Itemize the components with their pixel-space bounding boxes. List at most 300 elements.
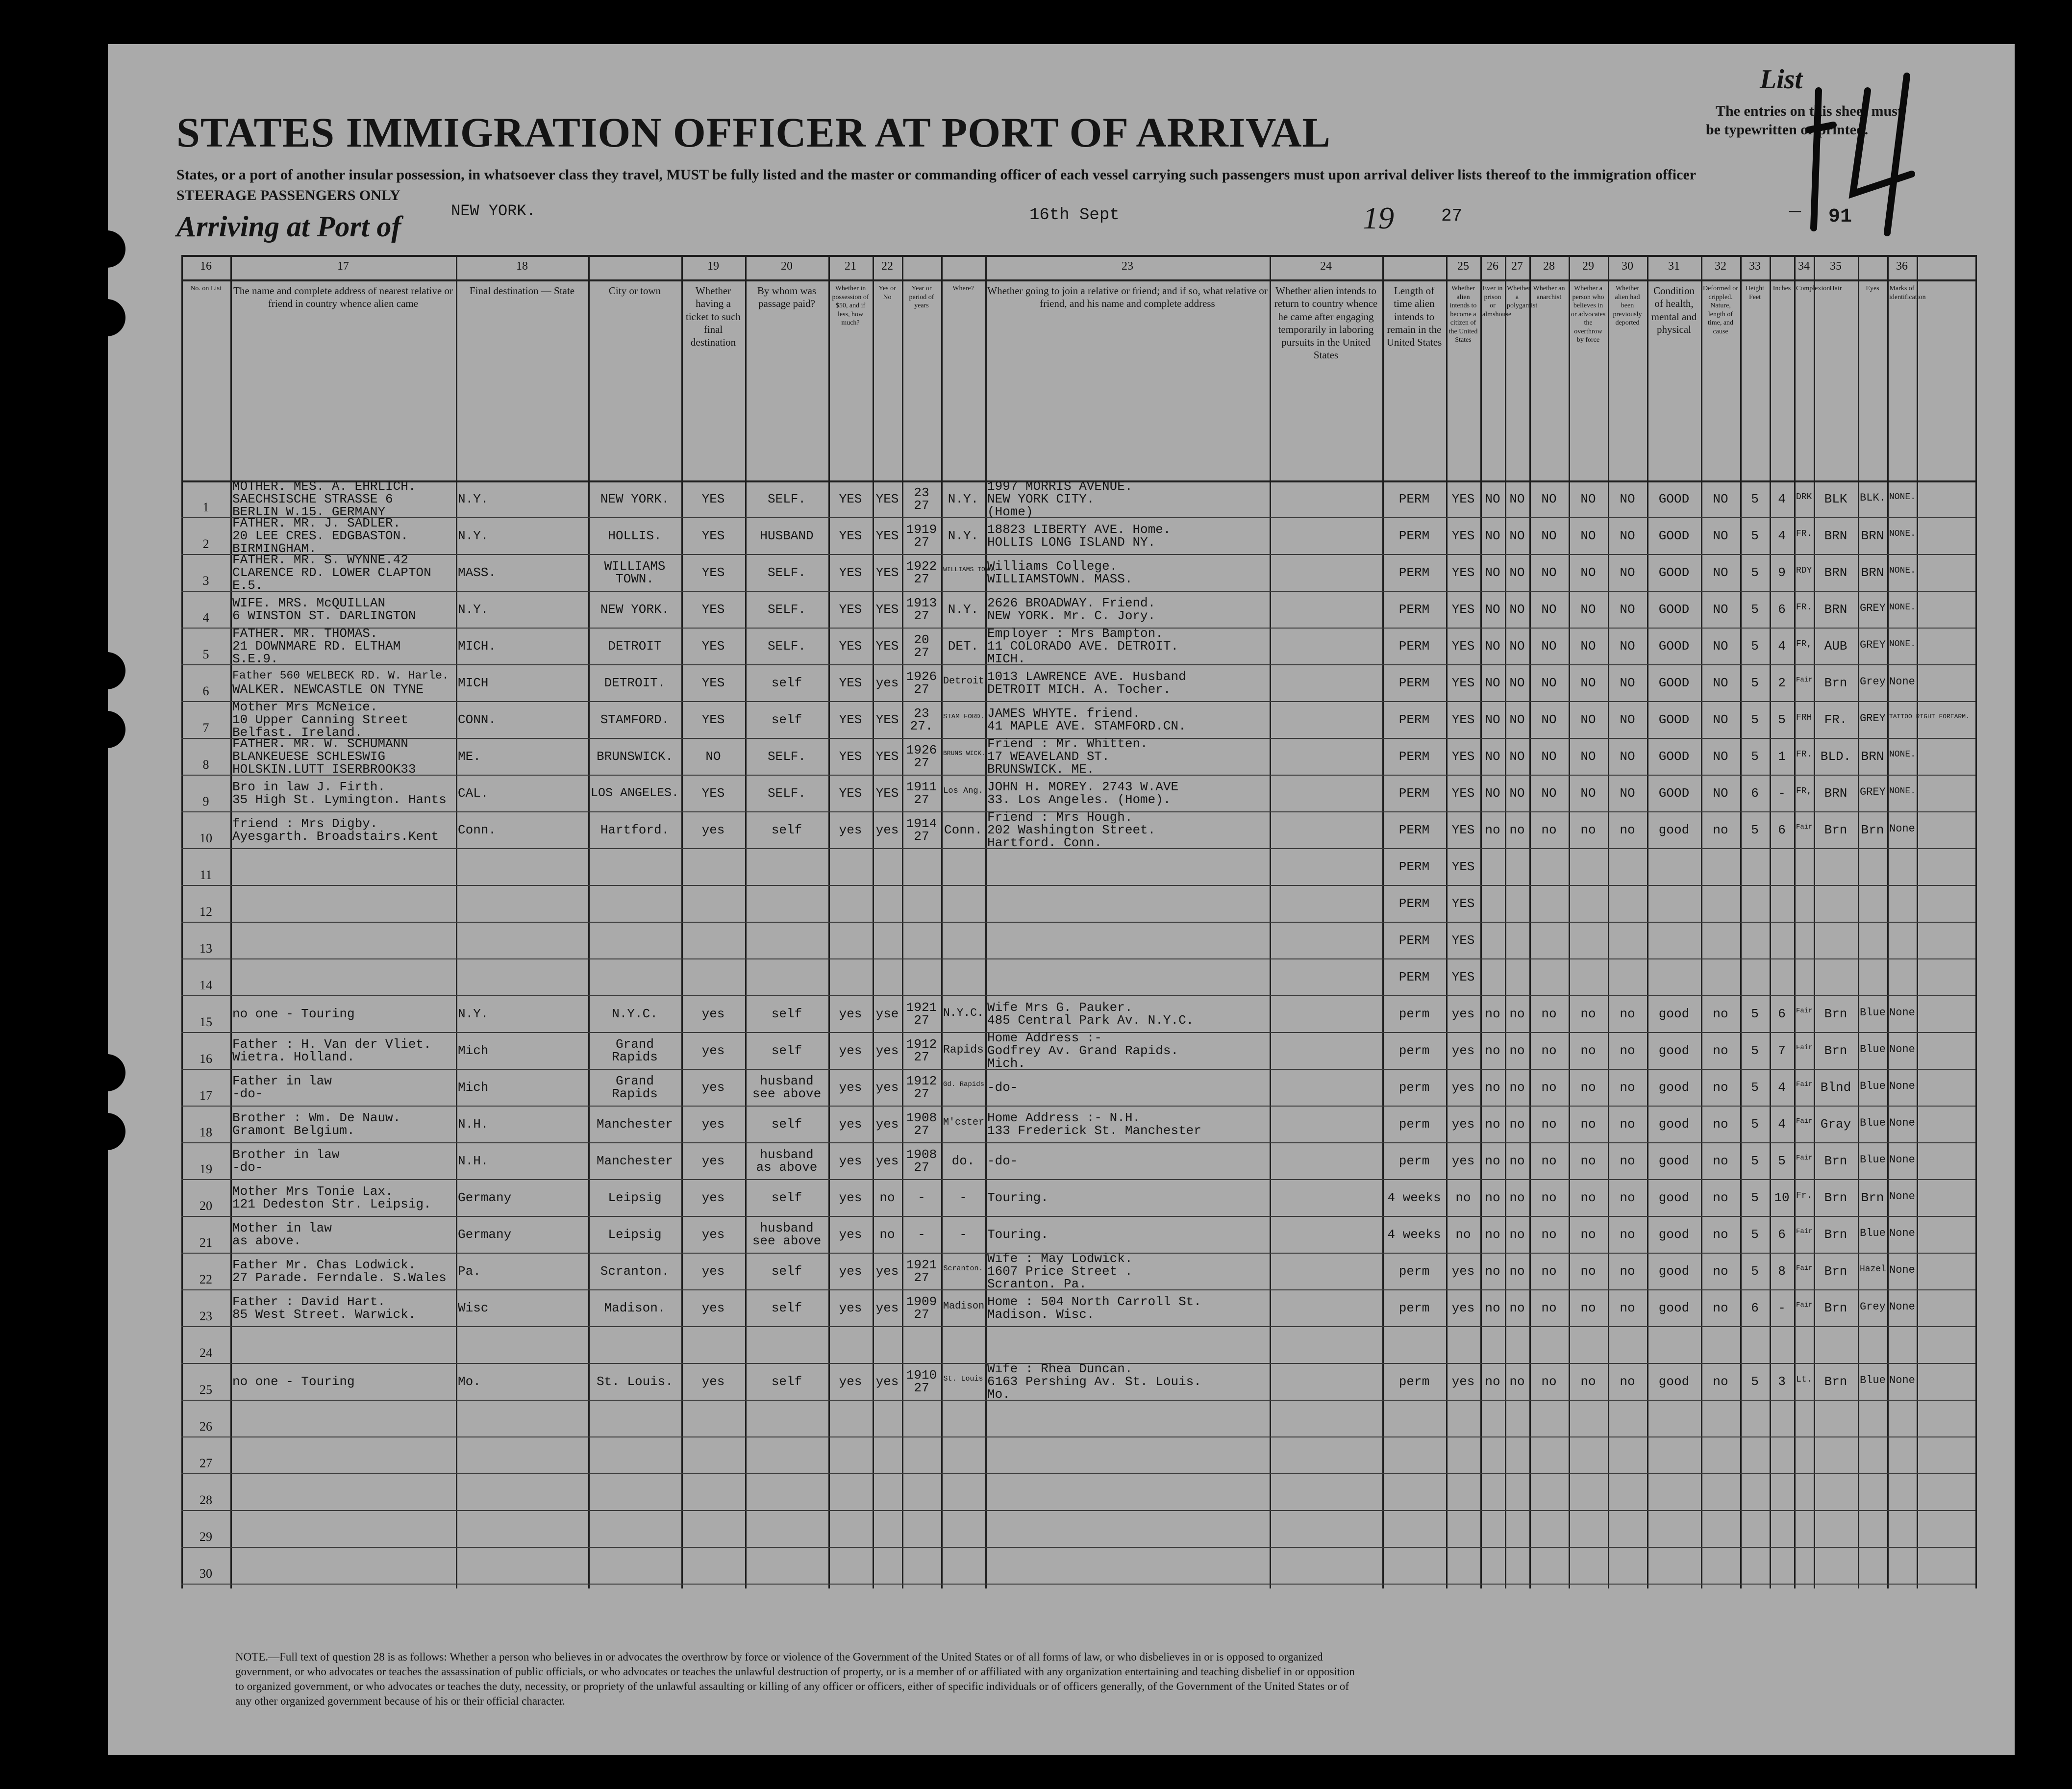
- cell-f30: no: [1620, 822, 1635, 837]
- typewritten-note-2: be typewritten or printed.: [1706, 122, 1869, 138]
- cell-city: Leipsig: [608, 1227, 662, 1242]
- cell-f27: no: [1509, 1153, 1525, 1168]
- cell-hair: Brn: [1824, 675, 1847, 690]
- cell-yn: YES: [875, 785, 899, 801]
- cell-f30: no: [1620, 1006, 1635, 1021]
- cell-rel: MOTHER. MES. A. EHRLICH.: [232, 479, 416, 494]
- row-number: 22: [200, 1272, 212, 1286]
- cell-ticket: yes: [701, 1190, 725, 1205]
- cell-marks: None: [1889, 1043, 1915, 1056]
- cell-f30: no: [1620, 1374, 1635, 1389]
- cell-hair: Brn: [1824, 1227, 1847, 1242]
- cell-rel: Mother in law: [232, 1220, 332, 1235]
- cell-join: HOLLIS LONG ISLAND NY.: [987, 534, 1156, 550]
- cell-st: N.Y.: [458, 602, 489, 617]
- cell-len: PERM: [1398, 712, 1430, 727]
- cell-deform: no: [1713, 1043, 1728, 1058]
- cell-rel: Father : H. Van der Vliet.: [232, 1036, 431, 1052]
- cell-m50: yes: [839, 1227, 862, 1242]
- cell-eyes: Hazel: [1860, 1264, 1887, 1274]
- cell-inch: 4: [1778, 638, 1786, 654]
- cell-yn: YES: [875, 638, 899, 654]
- cell-inch: 6: [1778, 1227, 1786, 1242]
- row-rule: [181, 885, 1975, 886]
- cell-f30: no: [1620, 1190, 1635, 1205]
- cell-f29: no: [1580, 822, 1596, 837]
- cell-paid: self: [771, 1300, 802, 1315]
- cell-join: -do-: [987, 1080, 1018, 1095]
- cell-m50: YES: [839, 602, 862, 617]
- cell-cit: yes: [1451, 1374, 1475, 1389]
- cell-deform: NO: [1713, 675, 1728, 690]
- cell-rel: S.E.9.: [232, 651, 278, 666]
- cell-paid: SELF.: [767, 749, 806, 764]
- cell-rel: Father Mr. Chas Lodwick.: [232, 1257, 416, 1272]
- cell-yn: YES: [875, 528, 899, 543]
- cell-hair: BRN: [1824, 528, 1847, 543]
- column-header: Marks of identification: [1889, 285, 1926, 301]
- header-rule: [181, 279, 1975, 281]
- column-header: Hair: [1829, 285, 1842, 292]
- row-number: 11: [200, 868, 212, 882]
- cell-inch: 8: [1778, 1263, 1786, 1279]
- column-number: 34: [1798, 260, 1810, 273]
- cell-st: Conn.: [458, 822, 497, 837]
- cell-eyes: Blue: [1860, 1374, 1886, 1386]
- cell-f28: no: [1541, 1190, 1557, 1205]
- cell-paid: self: [771, 1043, 802, 1058]
- cell-f30: NO: [1620, 602, 1635, 617]
- cell-marks: None: [1889, 1263, 1915, 1276]
- cell-f28: NO: [1541, 749, 1557, 764]
- cell-f27: no: [1509, 1043, 1525, 1058]
- column-number: 36: [1896, 260, 1908, 273]
- cell-f28: NO: [1541, 638, 1557, 654]
- cell-st: Mich: [458, 1080, 489, 1095]
- cell-health: good: [1658, 1043, 1690, 1058]
- arriving-label: Arriving at Port of: [176, 210, 401, 243]
- column-header: Height Feet: [1745, 285, 1765, 301]
- cell-comp: Fair: [1796, 1043, 1813, 1052]
- cell-yrs: 27: [914, 1380, 929, 1395]
- cell-rel: 121 Dedeston Str. Leipsig.: [232, 1196, 431, 1211]
- cell-join: 18823 LIBERTY AVE. Home.: [987, 522, 1171, 537]
- cell-m50: yes: [839, 822, 862, 837]
- cell-len: PERM: [1398, 896, 1430, 911]
- cell-join: Home Address :- N.H.: [987, 1110, 1141, 1125]
- cell-inch: 2: [1778, 675, 1786, 690]
- binder-hole: [88, 1113, 125, 1150]
- cell-where: Madison: [943, 1300, 985, 1312]
- cell-f28: NO: [1541, 528, 1557, 543]
- cell-rel: Father : David Hart.: [232, 1294, 386, 1309]
- cell-paid: self: [771, 1116, 802, 1132]
- cell-join: Wife : Rhea Duncan.: [987, 1361, 1133, 1376]
- cell-rel: 21 DOWNMARE RD. ELTHAM: [232, 638, 401, 654]
- cell-m50: YES: [839, 528, 862, 543]
- cell-deform: no: [1713, 1300, 1728, 1315]
- row-number: 10: [200, 831, 212, 845]
- cell-ticket: yes: [701, 1300, 725, 1315]
- cell-eyes: GREY: [1860, 785, 1886, 798]
- cell-marks: NONE.: [1889, 565, 1916, 576]
- cell-yrs: -: [918, 1227, 925, 1242]
- cell-f28: NO: [1541, 491, 1557, 506]
- row-number: 17: [200, 1088, 212, 1103]
- cell-where: -: [959, 1227, 967, 1242]
- cell-f28: no: [1541, 1116, 1557, 1132]
- cell-marks: None: [1889, 1300, 1915, 1313]
- cell-ticket: YES: [701, 602, 725, 617]
- cell-where: St. Louis: [943, 1374, 983, 1383]
- cell-deform: no: [1713, 1153, 1728, 1168]
- cell-join: 202 Washington Street.: [987, 822, 1156, 837]
- cell-deform: no: [1713, 1190, 1728, 1205]
- column-header: Complexion: [1796, 285, 1830, 292]
- cell-f29: no: [1580, 1006, 1596, 1021]
- cell-where: N.Y.: [948, 528, 979, 543]
- cell-yrs: 1921: [906, 1000, 937, 1015]
- cell-rel: -do-: [232, 1086, 263, 1101]
- cell-city: Leipsig: [608, 1190, 662, 1205]
- cell-yn: no: [879, 1227, 895, 1242]
- cell-ft: 6: [1751, 1300, 1759, 1315]
- cell-st: N.H.: [458, 1153, 489, 1168]
- cell-ticket: yes: [701, 1263, 725, 1279]
- column-header: Whether a person who believes in or advocates the overthrow by force: [1571, 285, 1606, 344]
- header-steerage: STEERAGE PASSENGERS ONLY: [176, 187, 400, 203]
- cell-f30: NO: [1620, 785, 1635, 801]
- manifest-table: [181, 255, 1975, 1588]
- cell-m50: YES: [839, 712, 862, 727]
- cell-f29: no: [1580, 1190, 1596, 1205]
- cell-hair: BRN: [1824, 602, 1847, 617]
- cell-rel: Mother Mrs Tonie Lax.: [232, 1184, 393, 1199]
- cell-yn: yse: [875, 1006, 899, 1021]
- cell-st: Germany: [458, 1227, 512, 1242]
- cell-ticket: YES: [701, 638, 725, 654]
- cell-paid: self: [771, 675, 802, 690]
- cell-inch: 6: [1778, 602, 1786, 617]
- cell-comp: FR.: [1796, 529, 1812, 539]
- column-header: Whether alien intends to return to country whence he came after engaging temporarily in laboring pursuits in the United States: [1274, 285, 1378, 361]
- cell-city: DETROIT.: [604, 675, 666, 690]
- cell-f29: NO: [1580, 528, 1596, 543]
- cell-comp: FR,: [1796, 639, 1812, 649]
- cell-f26: NO: [1485, 565, 1500, 580]
- cell-where: STAM FORD.: [943, 712, 985, 721]
- cell-m50: YES: [839, 749, 862, 764]
- year-century: 19: [1363, 201, 1394, 235]
- row-number: 15: [200, 1015, 212, 1029]
- cell-yrs: 1912: [906, 1036, 937, 1052]
- row-number: 24: [200, 1346, 212, 1360]
- cell-comp: FR.: [1796, 602, 1812, 612]
- cell-inch: 5: [1778, 712, 1786, 727]
- cell-rel: 85 West Street. Warwick.: [232, 1307, 416, 1322]
- cell-join: Wife : May Lodwick.: [987, 1251, 1133, 1266]
- cell-inch: 4: [1778, 491, 1786, 506]
- cell-health: good: [1658, 1153, 1690, 1168]
- cell-yrs: 1922: [906, 558, 937, 574]
- cell-f29: no: [1580, 1043, 1596, 1058]
- cell-yn: yes: [875, 822, 899, 837]
- row-number: 6: [202, 684, 209, 698]
- cell-f28: NO: [1541, 712, 1557, 727]
- cell-join: Friend : Mrs Hough.: [987, 809, 1133, 825]
- cell-join: -do-: [987, 1153, 1018, 1168]
- cell-hair: Brn: [1824, 1043, 1847, 1058]
- page-number: 91: [1828, 206, 1852, 228]
- cell-deform: NO: [1713, 638, 1728, 654]
- cell-f27: NO: [1509, 528, 1525, 543]
- cell-yrs: 1921: [906, 1257, 937, 1272]
- cell-ft: 5: [1751, 1263, 1759, 1279]
- handwritten-list-number: [1789, 71, 1946, 238]
- cell-cit: yes: [1451, 1006, 1475, 1021]
- cell-yrs: 27: [914, 829, 929, 844]
- cell-paid: SELF.: [767, 602, 806, 617]
- cell-marks: None: [1889, 822, 1915, 835]
- cell-hair: Blnd: [1820, 1080, 1851, 1095]
- column-header: By whom was passage paid?: [757, 285, 817, 310]
- row-number: 8: [202, 757, 209, 772]
- cell-f26: NO: [1485, 638, 1500, 654]
- cell-hair: FR.: [1824, 712, 1847, 727]
- cell-yn: yes: [875, 1374, 899, 1389]
- row-rule: [181, 1179, 1975, 1180]
- cell-f28: NO: [1541, 785, 1557, 801]
- cell-f27: no: [1509, 1263, 1525, 1279]
- column-header: Whether alien intends to become a citizen of the United States: [1448, 285, 1478, 344]
- column-number: 21: [845, 260, 856, 273]
- cell-ft: 5: [1751, 749, 1759, 764]
- cell-health: good: [1658, 1006, 1690, 1021]
- cell-cit: YES: [1451, 712, 1475, 727]
- cell-eyes: Blue: [1860, 1116, 1886, 1129]
- cell-rel: Belfast. Ireland.: [232, 725, 363, 740]
- cell-f28: NO: [1541, 565, 1557, 580]
- cell-eyes: Grey: [1860, 1300, 1886, 1313]
- row-rule: [181, 958, 1975, 959]
- cell-rel: BIRMINGHAM.: [232, 541, 317, 556]
- cell-marks: None: [1889, 1374, 1915, 1386]
- cell-join: Williams College.: [987, 558, 1118, 574]
- column-header: Deformed or crippled. Nature, length of time, and cause: [1703, 285, 1738, 335]
- cell-f26: NO: [1485, 749, 1500, 764]
- cell-join: Godfrey Av. Grand Rapids.: [987, 1043, 1179, 1058]
- cell-comp: Fair: [1796, 1264, 1813, 1272]
- cell-ft: 5: [1751, 822, 1759, 837]
- cell-m50: yes: [839, 1263, 862, 1279]
- cell-yrs: 27: [914, 1049, 929, 1064]
- cell-rel: no one - Touring: [232, 1374, 355, 1389]
- cell-f30: NO: [1620, 565, 1635, 580]
- cell-join: NEW YORK. Mr. C. Jory.: [987, 608, 1156, 623]
- cell-ticket: YES: [701, 528, 725, 543]
- cell-paid: SELF.: [767, 785, 806, 801]
- cell-comp: Fair: [1796, 1080, 1813, 1088]
- cell-join: Employer : Mrs Bampton.: [987, 626, 1163, 641]
- cell-eyes: BLK.: [1860, 491, 1886, 504]
- cell-rel: WIFE. MRS. McQUILLAN: [232, 595, 386, 610]
- cell-hair: Brn: [1824, 1263, 1847, 1279]
- cell-f27: NO: [1509, 638, 1525, 654]
- cell-f30: NO: [1620, 491, 1635, 506]
- footnote: NOTE.—Full text of question 28 is as follows: Whether a person who believes in or advocates the overthrow by force or violence of the Government of the United States or of all forms of law, or who disbelieves in or is opposed to organized government, or who advocates or teaches the assassination of public officials, or who advocates or teaches the unlawful destruction of property, or is a member of or affiliated with any organization entertaining and teaching disbelief in or opposition to organized government, or who advocates or teaches the duty, necessity, or propriety of the unlawful assaulting or killing of any officer or officers, either of specific individuals or of officers generally, of the Government of the United States or of any other organized government because of his or their official character.: [235, 1651, 1355, 1707]
- cell-deform: no: [1713, 1374, 1728, 1389]
- cell-where: Detroit: [943, 675, 985, 687]
- cell-city: NEW YORK.: [600, 491, 670, 506]
- cell-eyes: GREY: [1860, 602, 1886, 614]
- cell-hair: BRN: [1824, 785, 1847, 801]
- row-number: 27: [200, 1456, 212, 1470]
- header-rule: [181, 255, 1975, 257]
- cell-rel: E.5.: [232, 578, 263, 593]
- cell-st: Pa.: [458, 1263, 481, 1279]
- cell-eyes: Grey: [1860, 675, 1886, 688]
- cell-city: HOLLIS.: [608, 528, 662, 543]
- cell-deform: no: [1713, 822, 1728, 837]
- cell-ft: 5: [1751, 602, 1759, 617]
- cell-f26: NO: [1485, 602, 1500, 617]
- cell-rel: -do-: [232, 1159, 263, 1175]
- cell-paid: HUSBAND: [760, 528, 814, 543]
- cell-join: 17 WEAVELAND ST.: [987, 749, 1110, 764]
- cell-city: N.Y.C.: [612, 1006, 658, 1021]
- cell-yn: yes: [875, 1153, 899, 1168]
- cell-cit: yes: [1451, 1153, 1475, 1168]
- cell-m50: yes: [839, 1043, 862, 1058]
- cell-st: MICH: [458, 675, 489, 690]
- cell-f26: no: [1485, 1190, 1500, 1205]
- cell-join: 6163 Pershing Av. St. Louis.: [987, 1374, 1201, 1389]
- cell-f26: no: [1485, 1153, 1500, 1168]
- cell-inch: 9: [1778, 565, 1786, 580]
- cell-ticket: yes: [701, 1080, 725, 1095]
- cell-f30: NO: [1620, 712, 1635, 727]
- cell-hair: AUB: [1824, 638, 1847, 654]
- cell-yrs: 23: [914, 485, 929, 500]
- cell-f27: NO: [1509, 602, 1525, 617]
- row-rule: [181, 1584, 1975, 1585]
- cell-marks: NONE.: [1889, 639, 1916, 649]
- cell-rel: as above.: [232, 1233, 301, 1248]
- cell-where: M'cster: [943, 1116, 985, 1128]
- cell-join: Mich.: [987, 1056, 1026, 1071]
- cell-len: PERM: [1398, 932, 1430, 948]
- cell-city: Manchester: [596, 1153, 674, 1168]
- cell-st: Mich: [458, 1043, 489, 1058]
- cell-f30: no: [1620, 1227, 1635, 1242]
- cell-f27: no: [1509, 1374, 1525, 1389]
- cell-f28: no: [1541, 1227, 1557, 1242]
- cell-health: GOOD: [1658, 602, 1690, 617]
- cell-marks: None: [1889, 1227, 1915, 1239]
- row-rule: [181, 922, 1975, 923]
- cell-eyes: Blue: [1860, 1080, 1886, 1092]
- row-rule: [181, 1326, 1975, 1327]
- row-number: 2: [202, 537, 209, 551]
- column-header: Whether an anarchist: [1533, 285, 1565, 301]
- cell-f29: NO: [1580, 638, 1596, 654]
- cell-len: PERM: [1398, 638, 1430, 654]
- cell-f30: no: [1620, 1300, 1635, 1315]
- row-number: 9: [202, 794, 209, 808]
- cell-f28: no: [1541, 822, 1557, 837]
- cell-city: Scranton.: [600, 1263, 670, 1279]
- row-number: 26: [200, 1419, 212, 1434]
- cell-rel: BLANKEUESE SCHLESWIG: [232, 749, 386, 764]
- binder-hole: [88, 652, 125, 689]
- cell-city: STAMFORD.: [600, 712, 670, 727]
- column-number: 19: [707, 260, 719, 273]
- cell-deform: NO: [1713, 749, 1728, 764]
- cell-eyes: BRN: [1861, 749, 1884, 764]
- cell-hair: BLK: [1824, 491, 1847, 506]
- cell-m50: yes: [839, 1006, 862, 1021]
- cell-m50: YES: [839, 785, 862, 801]
- cell-f26: no: [1485, 1300, 1500, 1315]
- cell-join: DETROIT MICH. A. Tocher.: [987, 681, 1171, 697]
- cell-rel: 20 LEE CRES. EDGBASTON.: [232, 528, 408, 543]
- cell-ticket: yes: [701, 822, 725, 837]
- cell-f26: NO: [1485, 675, 1500, 690]
- cell-f27: NO: [1509, 565, 1525, 580]
- cell-yrs: 27: [914, 534, 929, 550]
- cell-marks: TATTOO RIGHT FOREARM.: [1889, 712, 1970, 720]
- cell-cit: yes: [1451, 1263, 1475, 1279]
- cell-rel: Father 560 WELBECK RD. W. Harle.: [232, 669, 449, 682]
- cell-yrs: 1926: [906, 669, 937, 684]
- cell-join: JAMES WHYTE. friend.: [987, 706, 1141, 721]
- cell-inch: 3: [1778, 1374, 1786, 1389]
- arrival-date: 16th Sept: [1029, 206, 1120, 225]
- cell-f26: no: [1485, 1080, 1500, 1095]
- cell-yrs: 1910: [906, 1367, 937, 1383]
- cell-deform: no: [1713, 1263, 1728, 1279]
- cell-deform: NO: [1713, 712, 1728, 727]
- cell-yn: yes: [875, 1043, 899, 1058]
- cell-f28: NO: [1541, 602, 1557, 617]
- cell-inch: 7: [1778, 1043, 1786, 1058]
- column-header: Length of time alien intends to remain in the United States: [1386, 285, 1442, 348]
- cell-rel: no one - Touring: [232, 1006, 355, 1021]
- cell-cit: yes: [1451, 1300, 1475, 1315]
- cell-comp: FR.: [1796, 749, 1812, 759]
- cell-cit: YES: [1451, 859, 1475, 874]
- cell-ticket: yes: [701, 1153, 725, 1168]
- cell-where: Conn.: [944, 822, 982, 837]
- cell-health: GOOD: [1658, 638, 1690, 654]
- cell-f29: NO: [1580, 491, 1596, 506]
- cell-f29: NO: [1580, 749, 1596, 764]
- cell-f30: NO: [1620, 749, 1635, 764]
- column-number: 25: [1457, 260, 1469, 273]
- cell-f29: no: [1580, 1300, 1596, 1315]
- cell-f26: no: [1485, 1116, 1500, 1132]
- row-rule: [181, 995, 1975, 996]
- cell-cit: yes: [1451, 1043, 1475, 1058]
- cell-eyes: Brn: [1861, 822, 1884, 837]
- cell-yn: YES: [875, 712, 899, 727]
- cell-marks: None: [1889, 1153, 1915, 1166]
- column-number: 17: [337, 260, 349, 273]
- row-number: 4: [202, 610, 209, 625]
- cell-f26: NO: [1485, 528, 1500, 543]
- cell-join: 1607 Price Street .: [987, 1263, 1133, 1279]
- column-header: Whether a polygamist: [1507, 285, 1538, 309]
